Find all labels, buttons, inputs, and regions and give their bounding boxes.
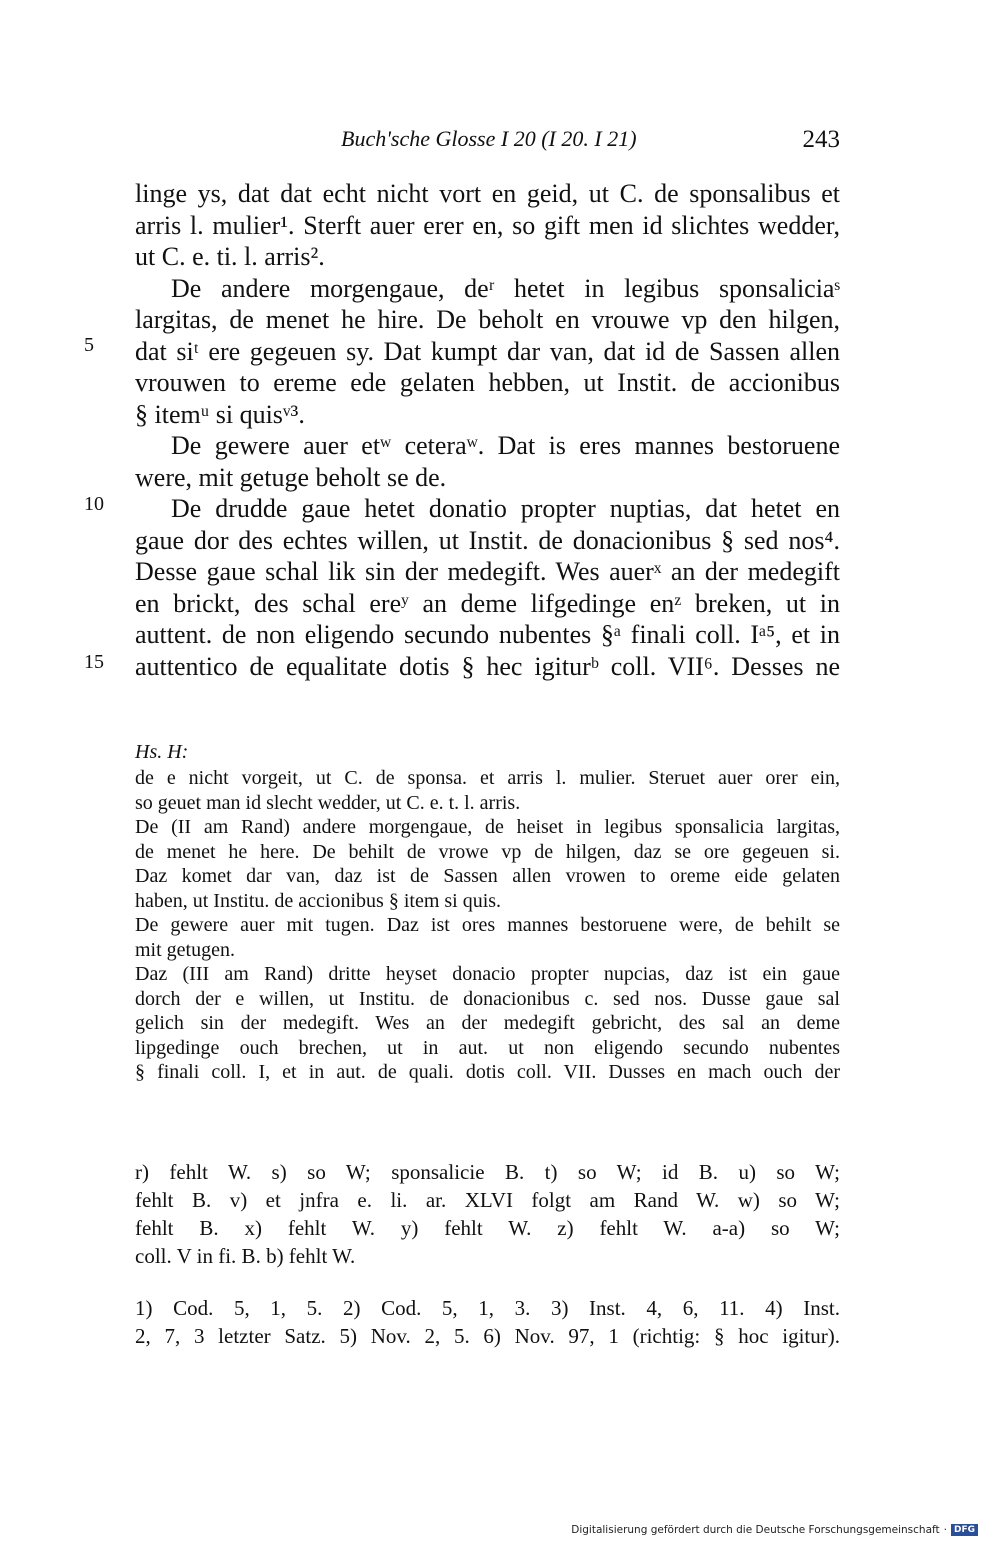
text-line: Desse gaue schal lik sin der medegift. Wes auerˣ an der medegift (135, 557, 840, 586)
source-note-line: 2, 7, 3 letzter Satz. 5) Nov. 2, 5. 6) Nov. 97, 1 (richtig: § hoc igitur). (135, 1324, 840, 1348)
variant-line: Daz (III am Rand) dritte heyset donacio propter nupcias, daz ist ein gaue (135, 963, 840, 985)
dfg-logo-icon: DFG (951, 1524, 978, 1536)
critical-apparatus (135, 1158, 840, 1270)
variant-line: dorch der e willen, ut Institu. de donacionibus c. sed nos. Dusse gaue sal (135, 987, 840, 1010)
variant-line: lipgedinge ouch brechen, ut in aut. ut non eligendo secundo nubentes (135, 1036, 840, 1059)
text-line: dat siᵗ ere gegeuen sy. Dat kumpt dar van, dat id de Sassen allen (135, 336, 840, 366)
page-number: 243 (802, 126, 840, 153)
apparatus-line: fehlt B. x) fehlt W. y) fehlt W. z) fehlt W. a-a) so W; (135, 1216, 840, 1240)
text-line: largitas, de menet he hire. De beholt en vrouwe vp den hilgen, (135, 305, 840, 334)
variant-line: so geuet man id slecht wedder, ut C. e. t. l. arris. (135, 791, 521, 814)
line-number: 5 (84, 334, 94, 356)
text-line: § itemᵘ si quisᵛ³. (135, 399, 305, 429)
variant-line: Daz komet dar van, daz ist de Sassen allen vrowen to oreme eide gelaten (135, 865, 840, 887)
text-line: De andere morgengaue, deʳ hetet in legibus sponsaliciaˢ (171, 273, 840, 303)
variant-line: De gewere auer mit tugen. Daz ist ores mannes bestoruene were, de behilt se (135, 914, 840, 936)
text-line: De drudde gaue hetet donatio propter nuptias, dat hetet en (171, 494, 840, 523)
text-line: gaue dor des echtes willen, ut Instit. de donacionibus § sed nos⁴. (135, 525, 840, 555)
variant-line: de menet he here. De behilt de vrowe vp de hilgen, daz se ore gegeuen si. (135, 840, 840, 863)
main-text (135, 178, 840, 682)
text-line: arris l. mulier¹. Sterft auer erer en, so gift men id slichtes wedder, (135, 210, 840, 240)
variant-line: haben, ut Institu. de accionibus § item si quis. (135, 889, 502, 912)
text-line: auttentico de equalitate dotis § hec igiturᵇ coll. VII⁶. Desses ne (135, 651, 840, 681)
text-line: linge ys, dat dat echt nicht vort en geid, ut C. de sponsalibus et (135, 179, 840, 208)
text-line: De gewere auer etʷ ceteraʷ. Dat is eres mannes bestoruene (171, 431, 840, 460)
text-line: ut C. e. ti. l. arris². (135, 242, 325, 271)
manuscript-variant-h (135, 740, 840, 1085)
text-line: en brickt, des schal ereʸ an deme lifgedinge enᶻ breken, ut in (135, 588, 840, 618)
digitization-footer: Digitalisierung gefördert durch die Deutsche Forschungsgemeinschaft · DFG (571, 1524, 978, 1536)
text-line: were, mit getuge beholt se de. (135, 462, 447, 492)
manuscript-label: Hs. H: (135, 741, 189, 763)
variant-line: gelich sin der medegift. Wes an der medegift gebricht, des sal an deme (135, 1012, 840, 1034)
page-header (135, 126, 840, 160)
source-notes (135, 1294, 840, 1350)
variant-line: mit getugen. (135, 938, 235, 961)
source-note-line: 1) Cod. 5, 1, 5. 2) Cod. 5, 1, 3. 3) Inst. 4, 6, 11. 4) Inst. (135, 1296, 840, 1320)
variant-line: § finali coll. I, et in aut. de quali. dotis coll. VII. Dusses en mach ouch der (135, 1061, 840, 1083)
apparatus-line: coll. V in fi. B. b) fehlt W. (135, 1244, 356, 1268)
text-line: auttent. de non eligendo secundo nubentes §ᵃ finali coll. Iᵃ⁵, et in (135, 620, 840, 649)
footer-text: Digitalisierung gefördert durch die Deutsche Forschungsgemeinschaft (571, 1524, 940, 1536)
running-title: Buch'sche Glosse I 20 (I 20. I 21) (341, 126, 637, 151)
line-number: 10 (84, 493, 104, 515)
line-number: 15 (84, 651, 104, 673)
text-line: vrouwen to ereme ede gelaten hebben, ut Instit. de accionibus (135, 368, 840, 397)
variant-line: de e nicht vorgeit, ut C. de sponsa. et arris l. mulier. Steruet auer orer ein, (135, 767, 840, 789)
variant-line: De (II am Rand) andere morgengaue, de heiset in legibus sponsalicia largitas, (135, 816, 840, 838)
apparatus-line: r) fehlt W. s) so W; sponsalicie B. t) so W; id B. u) so W; (135, 1160, 840, 1184)
apparatus-line: fehlt B. v) et jnfra e. li. ar. XLVI folgt am Rand W. w) so W; (135, 1188, 840, 1212)
